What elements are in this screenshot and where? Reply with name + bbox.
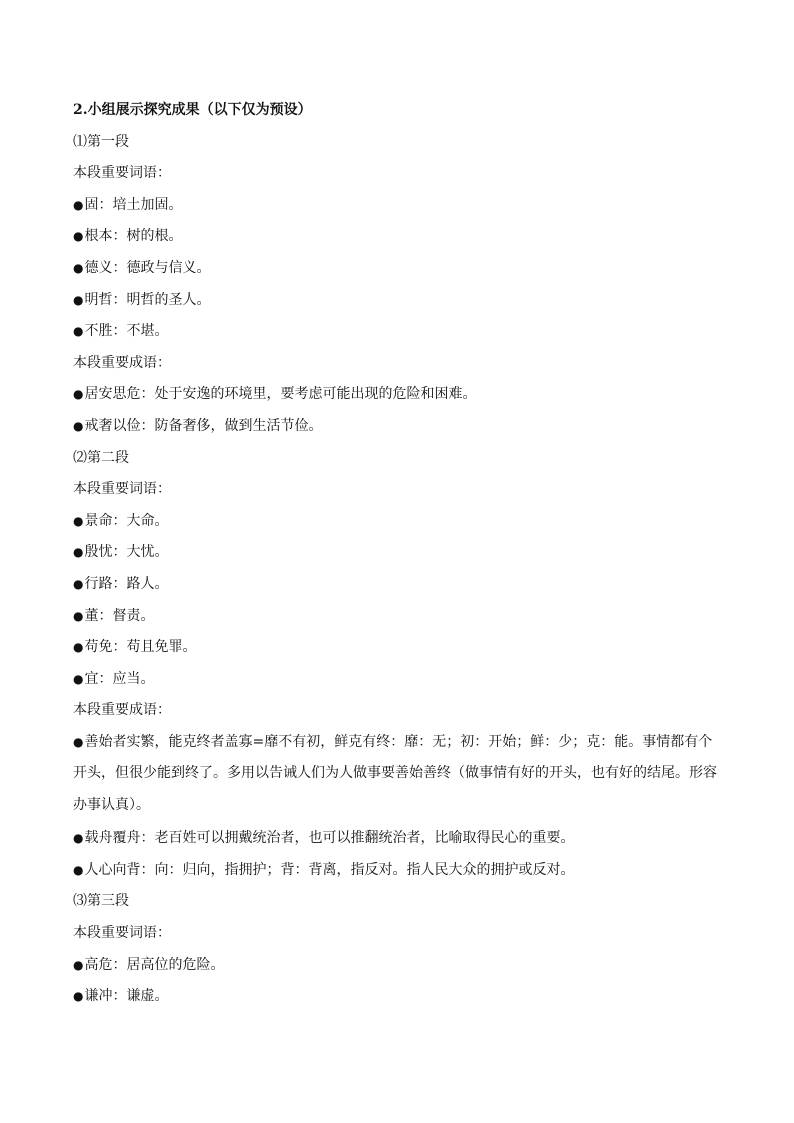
word-item: ●高危：居高位的危险。 xyxy=(73,954,723,976)
bullet-icon: ● xyxy=(73,862,84,877)
idioms-label-2: 本段重要成语： xyxy=(73,702,171,719)
bullet-icon: ● xyxy=(73,324,84,339)
word-item: ●董：督责。 xyxy=(73,605,723,627)
document-page xyxy=(73,99,723,1017)
words-label-1: 本段重要词语： xyxy=(73,165,171,182)
idiom-item: ●载舟覆舟：老百姓可以拥戴统治者，也可以推翻统治者，比喻取得民心的重要。 xyxy=(73,827,723,849)
bullet-icon: ● xyxy=(73,260,84,275)
bullet-icon: ● xyxy=(73,671,84,686)
bullet-icon: ● xyxy=(73,387,84,402)
bullet-icon: ● xyxy=(73,608,84,623)
bullet-icon: ● xyxy=(73,734,84,749)
bullet-icon: ● xyxy=(73,957,84,972)
bullet-icon: ● xyxy=(73,292,84,307)
bullet-icon: ● xyxy=(73,229,84,244)
section-heading-2: ⑵第二段 xyxy=(73,449,129,466)
word-item: ●明哲：明哲的圣人。 xyxy=(73,289,723,311)
section-heading-3: ⑶第三段 xyxy=(73,893,129,910)
word-item: ●谦冲：谦虚。 xyxy=(73,985,723,1007)
bullet-icon: ● xyxy=(73,545,84,560)
word-item: ●宜：应当。 xyxy=(73,668,723,690)
bullet-icon: ● xyxy=(73,989,84,1004)
section-title: 2.小组展示探究成果（以下仅为预设） xyxy=(73,102,312,118)
bullet-icon: ● xyxy=(73,418,84,433)
word-item: ●殷忧：大忧。 xyxy=(73,541,723,563)
idiom-item: ●居安思危：处于安逸的环境里，要考虑可能出现的危险和困难。 xyxy=(73,383,723,405)
word-item: ●行路：路人。 xyxy=(73,573,723,595)
idioms-label-1: 本段重要成语： xyxy=(73,354,171,371)
word-item: ●固：培土加固。 xyxy=(73,194,723,216)
bullet-icon: ● xyxy=(73,197,84,212)
bullet-icon: ● xyxy=(73,513,84,528)
word-item: ●不胜：不堪。 xyxy=(73,320,723,342)
section-heading-1: ⑴第一段 xyxy=(73,133,129,150)
word-item: ●德义：德政与信义。 xyxy=(73,257,723,279)
idiom-item-long: ●善始者实繁，能克终者盖寡=靡不有初，鲜克有终：靡：无；初：开始；鲜：少；克：能。事情都有个开头，但很少能到终了。多用以告诫人们为人做事要善始善终（做事情有好的开头，也有好的结尾。形容办事认真）。 xyxy=(73,727,723,822)
word-item: ●根本：树的根。 xyxy=(73,225,723,247)
bullet-icon: ● xyxy=(73,576,84,591)
word-item: ●景命：大命。 xyxy=(73,510,723,532)
idiom-item: ●人心向背：向：归向，指拥护；背：背离，指反对。指人民大众的拥护或反对。 xyxy=(73,859,723,881)
bullet-icon: ● xyxy=(73,831,84,846)
words-label-2: 本段重要词语： xyxy=(73,481,171,498)
word-item: ●苟免：苟且免罪。 xyxy=(73,636,723,658)
bullet-icon: ● xyxy=(73,640,84,655)
words-label-3: 本段重要词语： xyxy=(73,925,171,942)
idiom-item: ●戒奢以俭：防备奢侈，做到生活节俭。 xyxy=(73,415,723,437)
